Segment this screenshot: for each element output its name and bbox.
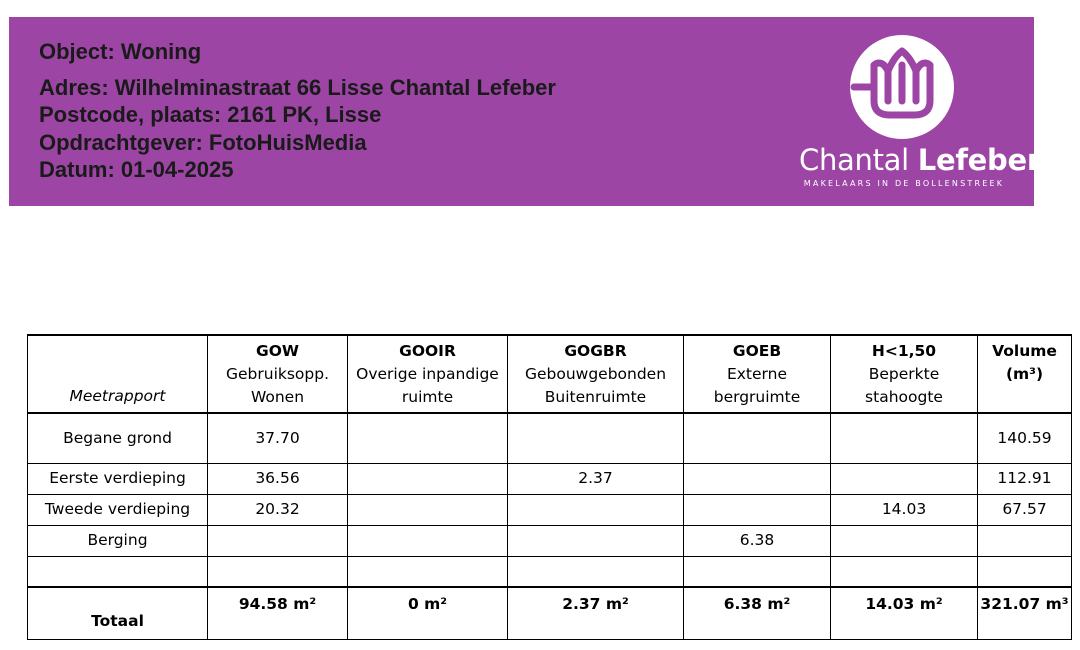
table-cell xyxy=(508,556,684,587)
table-cell xyxy=(831,463,978,494)
table-cell: 20.32 xyxy=(208,494,348,525)
total-cell: 14.03 m² xyxy=(831,587,978,639)
row-label: Begane grond xyxy=(28,413,208,463)
table-cell xyxy=(831,413,978,463)
row-label xyxy=(28,556,208,587)
table-row xyxy=(28,463,1072,494)
table-cell: 14.03 xyxy=(831,494,978,525)
measurement-table xyxy=(27,334,1072,640)
table-cell: 112.91 xyxy=(978,463,1072,494)
row-label: Eerste verdieping xyxy=(28,463,208,494)
postcode-line: Postcode, plaats: 2161 PK, Lisse xyxy=(39,102,382,127)
column-header: GOEB Externe bergruimte xyxy=(684,335,831,413)
header-banner xyxy=(9,17,1041,206)
row-label: Tweede verdieping xyxy=(28,494,208,525)
table-cell xyxy=(208,556,348,587)
object-line: Object: Woning xyxy=(39,39,202,64)
table-row xyxy=(28,494,1072,525)
row-label: Berging xyxy=(28,525,208,556)
address-line: Adres: Wilhelminastraat 66 Lisse Chantal Lefeber xyxy=(39,74,556,100)
total-cell: 321.07 m³ xyxy=(978,587,1072,639)
row-header-label: Meetrapport xyxy=(28,335,208,413)
table-cell xyxy=(978,556,1072,587)
brand-tagline: MAKELAARS IN DE BOLLENSTREEK xyxy=(803,179,1005,188)
total-cell: 6.38 m² xyxy=(684,587,831,639)
table-cell: 6.38 xyxy=(684,525,831,556)
column-header: H<1,50 Beperkte stahoogte xyxy=(831,335,978,413)
brand-name-last: Lefeber xyxy=(917,143,1041,177)
table-cell: 2.37 xyxy=(508,463,684,494)
table-cell: 140.59 xyxy=(978,413,1072,463)
total-cell: 94.58 m² xyxy=(208,587,348,639)
property-info xyxy=(39,38,556,184)
total-cell: 2.37 m² xyxy=(508,587,684,639)
table-header-row xyxy=(28,335,1072,413)
table-cell xyxy=(348,463,508,494)
table-cell xyxy=(508,494,684,525)
table-row xyxy=(28,525,1072,556)
table-cell xyxy=(684,494,831,525)
column-header: GOGBR Gebouwgebonden Buitenruimte xyxy=(508,335,684,413)
column-header: GOOIR Overige inpandige ruimte xyxy=(348,335,508,413)
table-cell xyxy=(208,525,348,556)
table-row xyxy=(28,556,1072,587)
client-line: Opdrachtgever: FotoHuisMedia xyxy=(39,129,367,155)
column-header: GOW Gebruiksopp. Wonen xyxy=(208,335,348,413)
company-logo xyxy=(799,35,1041,195)
table-cell: 67.57 xyxy=(978,494,1072,525)
brand-name-first: Chantal xyxy=(799,143,918,177)
table-cell xyxy=(831,556,978,587)
table-cell: 37.70 xyxy=(208,413,348,463)
date-line: Datum: 01-04-2025 xyxy=(39,157,234,182)
table-cell xyxy=(684,556,831,587)
column-header: Volume (m³) xyxy=(978,335,1072,413)
tulip-house-icon xyxy=(850,35,954,139)
table-cell xyxy=(348,413,508,463)
table-cell xyxy=(508,413,684,463)
table-cell xyxy=(978,525,1072,556)
total-row xyxy=(28,587,1072,639)
table-cell xyxy=(508,525,684,556)
table-cell xyxy=(831,525,978,556)
table-row xyxy=(28,413,1072,463)
table-cell xyxy=(684,413,831,463)
table-cell xyxy=(684,463,831,494)
table-cell: 36.56 xyxy=(208,463,348,494)
table-cell xyxy=(348,556,508,587)
table-cell xyxy=(348,494,508,525)
brand-name xyxy=(799,143,1041,177)
total-label: Totaal xyxy=(28,587,208,639)
table-cell xyxy=(348,525,508,556)
total-cell: 0 m² xyxy=(348,587,508,639)
